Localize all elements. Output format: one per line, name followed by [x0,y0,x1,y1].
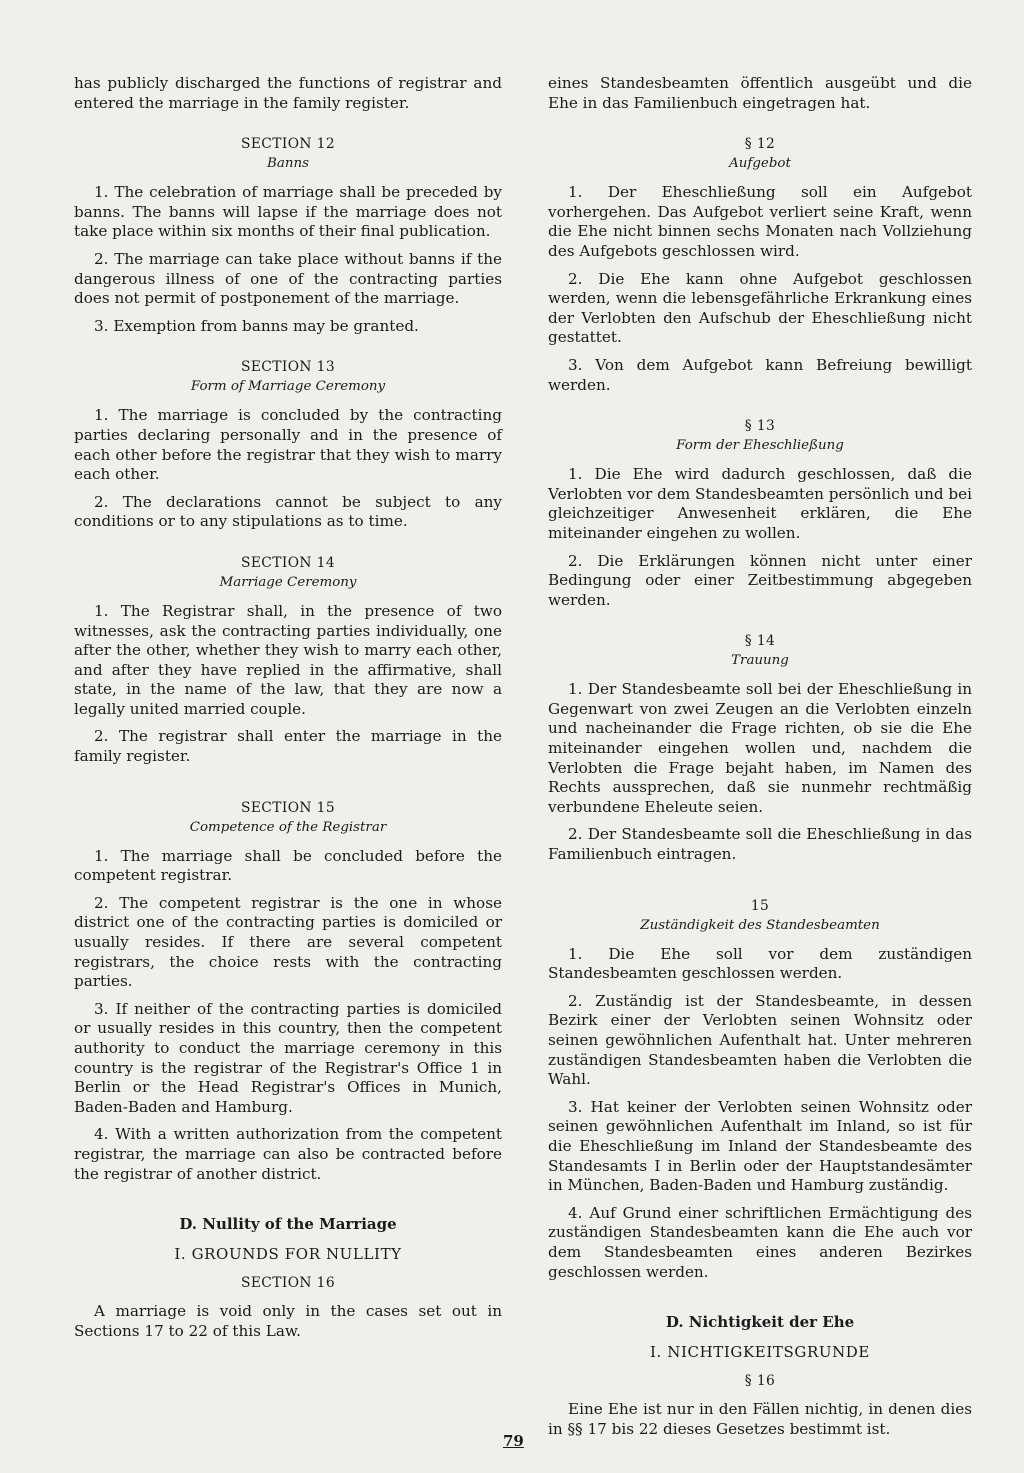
paragraph-12-para-1: 1. Der Eheschließung soll ein Aufgebot vorhergehen. Das Aufgebot verliert seine Kraft, wenn die Ehe nicht binnen sechs Monaten nach Vollziehung des Aufgebots geschlossen wird. [548,183,972,260]
german-intro-text: eines Standesbeamten öffentlich ausgeübt und die Ehe in das Familienbuch eingetragen hat. [548,74,972,112]
section-13-title: Form of Marriage Ceremony [190,379,386,395]
english-intro-text: has publicly discharged the functions of registrar and entered the marriage in the family register. [74,74,502,112]
section-15-para-1: 1. The marriage shall be concluded before the competent registrar. [74,846,502,885]
nichtigkeitsgruende-heading: I. NICHTIGKEITSGRUNDE [650,1343,870,1362]
part-d-heading: D. Nullity of the Marriage [179,1215,397,1234]
paragraph-14-para-2: 2. Der Standesbeamte soll die Eheschließung in das Familienbuch eintragen. [548,825,972,864]
paragraph-12-heading: § 12 [744,136,776,153]
paragraph-15-para-4: 4. Auf Grund einer schriftlichen Ermächtigung des zuständigen Standesbeamten kann die Ehe auch vor dem Standesbeamten eines anderen Bezirkes geschlossen werden. [548,1203,972,1281]
paragraph-15-para-3: 3. Hat keiner der Verlobten seinen Wohnsitz oder seinen gewöhnlichen Aufenthalt im Inland, so ist für die Eheschließung im Inland der Standesbeamte des Standesamts I in Berlin oder der Hauptstandesämter in München, Baden-Baden und Hamburg zuständig. [548,1097,972,1195]
paragraph-12-title: Aufgebot [729,156,791,172]
section-13-para-2: 2. The declarations cannot be subject to any conditions or to any stipulations as to time. [74,492,502,531]
section-15-para-4: 4. With a written authorization from the competent registrar, the marriage can also be contracted before the registrar of another district. [74,1125,502,1183]
paragraph-14-title: Trauung [731,653,789,669]
paragraph-15-title: Zuständigkeit des Standesbeamten [640,917,880,933]
paragraph-13-title: Form der Eheschließung [676,438,844,454]
section-14-heading: SECTION 14 [240,554,336,571]
paragraph-14-heading: § 14 [744,633,776,650]
section-16-para-1: A marriage is void only in the cases set out in Sections 17 to 22 of this Law. [74,1302,502,1340]
section-14-para-1: 1. The Registrar shall, in the presence of two witnesses, ask the contracting parties individually, one after the other, whether they wish to marry each other, and after they have replied in the affirmative, shall state, in the name of the law, that they are now a legally united married couple. [74,601,502,718]
paragraph-16-heading: § 16 [744,1373,776,1390]
section-14-para-2: 2. The registrar shall enter the marriage in the family register. [74,727,502,766]
paragraph-15-heading: 15 [750,897,770,914]
english-column [74,74,502,1349]
paragraph-15-para-2: 2. Zuständig ist der Standesbeamte, in dessen Bezirk einer der Verlobten seinen Wohnsitz oder seinen gewöhnlichen Aufenthalt hat. Unter mehreren zuständigen Standesbeamten haben die Verlobten die Wahl. [548,991,972,1089]
grounds-heading: I. GROUNDS FOR NULLITY [174,1245,402,1264]
teil-d-heading: D. Nichtigkeit der Ehe [665,1313,855,1332]
section-15-para-3: 3. If neither of the contracting parties is domiciled or usually resides in this country, then the competent authority to conduct the marriage ceremony in this country is the registrar of the Registrar's Office 1 in Berlin or the Head Registrar's Offices in Munich, Baden-Baden and Hamburg. [74,999,502,1116]
paragraph-13-para-2: 2. Die Erklärungen können nicht unter einer Bedingung oder einer Zeitbestimmung abgegeben werden. [548,551,972,609]
paragraph-12-para-3: 3. Von dem Aufgebot kann Befreiung bewilligt werden. [548,355,972,394]
section-15-para-2: 2. The competent registrar is the one in whose district one of the contracting parties is domiciled or usually resides. If there are several competent registrars, the choice rests with the contracting parties. [74,893,502,991]
paragraph-15-para-1: 1. Die Ehe soll vor dem zuständigen Standesbeamten geschlossen werden. [548,944,972,983]
paragraph-13-heading: § 13 [744,418,776,435]
section-16-heading: SECTION 16 [240,1275,336,1292]
section-12-heading: SECTION 12 [240,136,336,153]
paragraph-16-para-1: Eine Ehe ist nur in den Fällen nichtig, in denen dies in §§ 17 bis 22 dieses Gesetzes bestimmt ist. [548,1400,972,1438]
section-13-para-1: 1. The marriage is concluded by the contracting parties declaring personally and in the presence of each other before the registrar that they wish to marry each other. [74,406,502,484]
section-15-title: Competence of the Registrar [189,819,387,835]
paragraph-12-para-2: 2. Die Ehe kann ohne Aufgebot geschlossen werden, wenn die lebensgefährliche Erkrankung eines der Verlobten den Aufschub der Eheschließung nicht gestattet. [548,269,972,347]
section-14-title: Marriage Ceremony [219,574,357,590]
page-number: 79 [503,1432,524,1450]
section-12-para-2: 2. The marriage can take place without banns if the dangerous illness of one of the contracting parties does not permit of postponement of the marriage. [74,249,502,308]
paragraph-14-para-1: 1. Der Standesbeamte soll bei der Eheschließung in Gegenwart von zwei Zeugen an die Verlobten einzeln und nacheinander die Frage richten, ob sie die Ehe miteinander eingehen wollen und, nachdem die Verlobten die Frage bejaht haben, im Namen des Rechts aussprechen, daß sie nunmehr rechtmäßig verbundene Eheleute seien. [548,680,972,816]
section-13-heading: SECTION 13 [240,359,336,376]
section-15-heading: SECTION 15 [240,799,336,816]
section-12-para-1: 1. The celebration of marriage shall be preceded by banns. The banns will lapse if the marriage does not take place within six months of their final publication. [74,183,502,241]
german-column [548,74,972,1447]
section-12-para-3: 3. Exemption from banns may be granted. [94,316,419,335]
paragraph-13-para-1: 1. Die Ehe wird dadurch geschlossen, daß die Verlobten vor dem Standesbeamten persönlich und bei gleichzeitiger Anwesenheit erklären, die Ehe miteinander eingehen zu wollen. [548,465,972,542]
section-12-title: Banns [267,156,309,172]
